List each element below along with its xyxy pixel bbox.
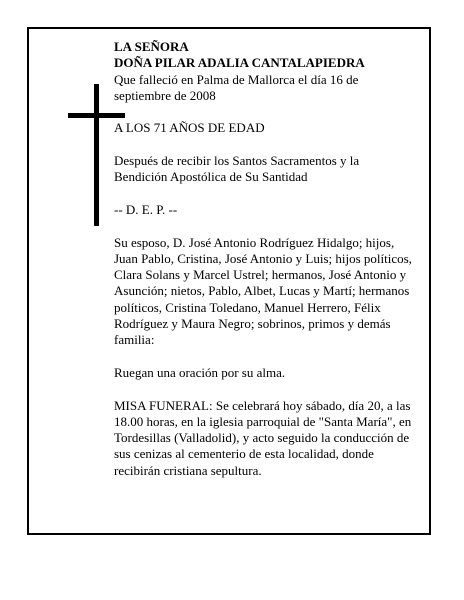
title-line: LA SEÑORA (114, 39, 189, 54)
death-notice-line: Que falleció en Palma de Mallorca el día 16 de septiembre de 2008 (114, 71, 359, 103)
sacraments-line: Después de recibir los Santos Sacramentos y la Bendición Apostólica de Su Santidad (114, 153, 360, 185)
latin-cross-icon (94, 84, 99, 226)
prayer-request: Ruegan una oración por su alma. (114, 364, 286, 380)
funeral-paragraph: MISA FUNERAL: Se celebrará hoy sábado, día 20, a las 18.00 horas, en la iglesia parroquial de "Santa María", en Tordesillas (Valladolid), y acto seguido la conducción de sus cenizas al cementerio de esta localidad, donde recibirán cristiana sepultura. (114, 397, 412, 478)
deceased-name: DOÑA PILAR ADALIA CANTALAPIEDRA (114, 55, 365, 71)
family-paragraph: Su esposo, D. José Antonio Rodríguez Hidalgo; hijos, Juan Pablo, Cristina, José Antonio y Luis; hijos políticos, Clara Solans y Marcel Ustrel; hermanos, José Antonio y Asunción; nietos, Pablo, Albet, Lucas y Martí; hermanos políticos, Cristina Toledano, Manuel Herrero, Félix Rodríguez y Maura Negro; sobrinos, primos y demás familia: (114, 234, 412, 348)
rip-line: -- D. E. P. -- (114, 201, 178, 217)
obituary-text (114, 39, 414, 479)
age-line: A LOS 71 AÑOS DE EDAD (114, 120, 265, 136)
